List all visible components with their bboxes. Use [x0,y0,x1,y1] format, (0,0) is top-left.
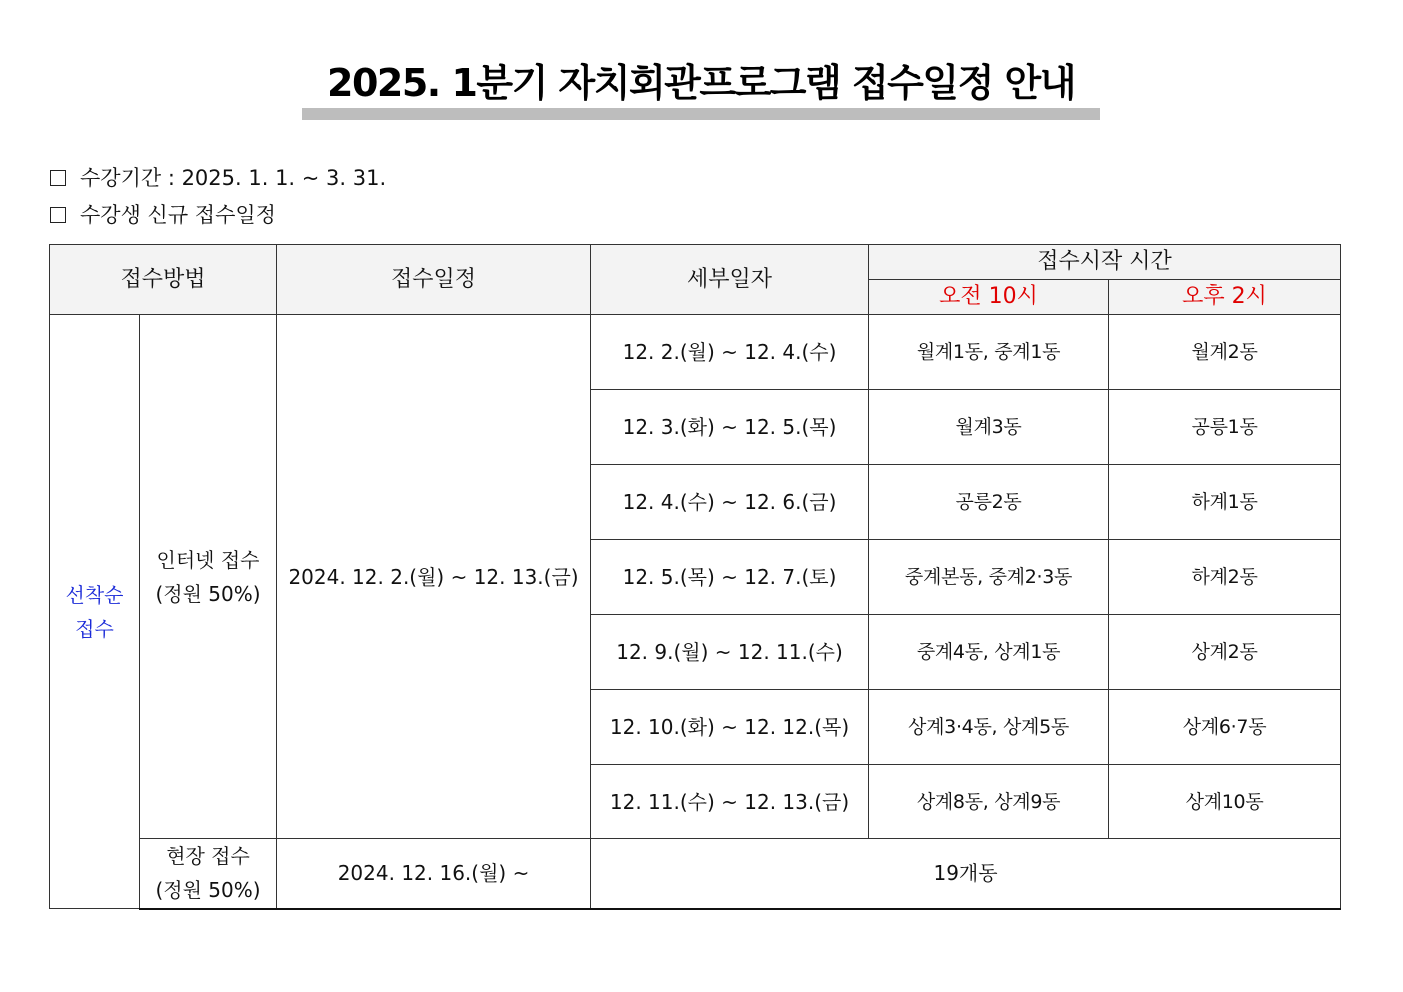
row-pm: 하계1동 [1109,465,1341,540]
header-detail: 세부일자 [591,245,869,315]
header-pm: 오후 2시 [1109,280,1341,315]
square-bullet-icon [50,170,66,186]
row-am: 월계1동, 중계1동 [869,315,1109,390]
row-pm: 상계2동 [1109,615,1341,690]
onsite-scope-cell: 19개동 [591,839,1341,909]
row-date: 12. 3.(화) ~ 12. 5.(목) [591,390,869,465]
internet-method-line1: 인터넷 접수 [156,547,260,572]
internet-period-cell: 2024. 12. 2.(월) ~ 12. 13.(금) [277,315,591,839]
schedule-table [49,244,1341,910]
row-date: 12. 4.(수) ~ 12. 6.(금) [591,465,869,540]
schedule-text: 수강생 신규 접수일정 [80,203,276,227]
header-row [50,245,1341,280]
category-cell [50,315,140,909]
row-date: 12. 5.(목) ~ 12. 7.(토) [591,540,869,615]
row-pm: 하계2동 [1109,540,1341,615]
row-pm: 월계2동 [1109,315,1341,390]
internet-method-cell [140,315,277,839]
internet-method-line2: (정원 50%) [155,581,261,606]
row-pm: 상계10동 [1109,765,1341,839]
bullet-schedule [50,201,276,229]
onsite-method-line2: (정원 50%) [155,878,261,903]
table-row [50,315,1341,390]
row-am: 중계4동, 상계1동 [869,615,1109,690]
row-date: 12. 9.(월) ~ 12. 11.(수) [591,615,869,690]
row-am: 중계본동, 중계2·3동 [869,540,1109,615]
header-am: 오전 10시 [869,280,1109,315]
header-date: 접수일정 [277,245,591,315]
table-row-onsite [50,839,1341,909]
category-line2: 접수 [75,616,114,641]
row-date: 12. 11.(수) ~ 12. 13.(금) [591,765,869,839]
title-underline [302,108,1100,120]
row-am: 공릉2동 [869,465,1109,540]
onsite-method-cell [140,839,277,909]
header-method: 접수방법 [50,245,277,315]
row-date: 12. 10.(화) ~ 12. 12.(목) [591,690,869,765]
row-am: 월계3동 [869,390,1109,465]
row-date: 12. 2.(월) ~ 12. 4.(수) [591,315,869,390]
row-pm: 공릉1동 [1109,390,1341,465]
header-start-time: 접수시작 시간 [869,245,1341,280]
category-line1: 선착순 [65,582,124,607]
period-text: 수강기간 : 2025. 1. 1. ~ 3. 31. [80,166,387,190]
bullet-period [50,164,386,192]
row-pm: 상계6·7동 [1109,690,1341,765]
onsite-period-cell: 2024. 12. 16.(월) ~ [277,839,591,909]
row-am: 상계8동, 상계9동 [869,765,1109,839]
row-am: 상계3·4동, 상계5동 [869,690,1109,765]
square-bullet-icon [50,207,66,223]
onsite-method-line1: 현장 접수 [166,844,250,869]
page-title: 2025. 1분기 자치회관프로그램 접수일정 안내 [327,61,1075,105]
